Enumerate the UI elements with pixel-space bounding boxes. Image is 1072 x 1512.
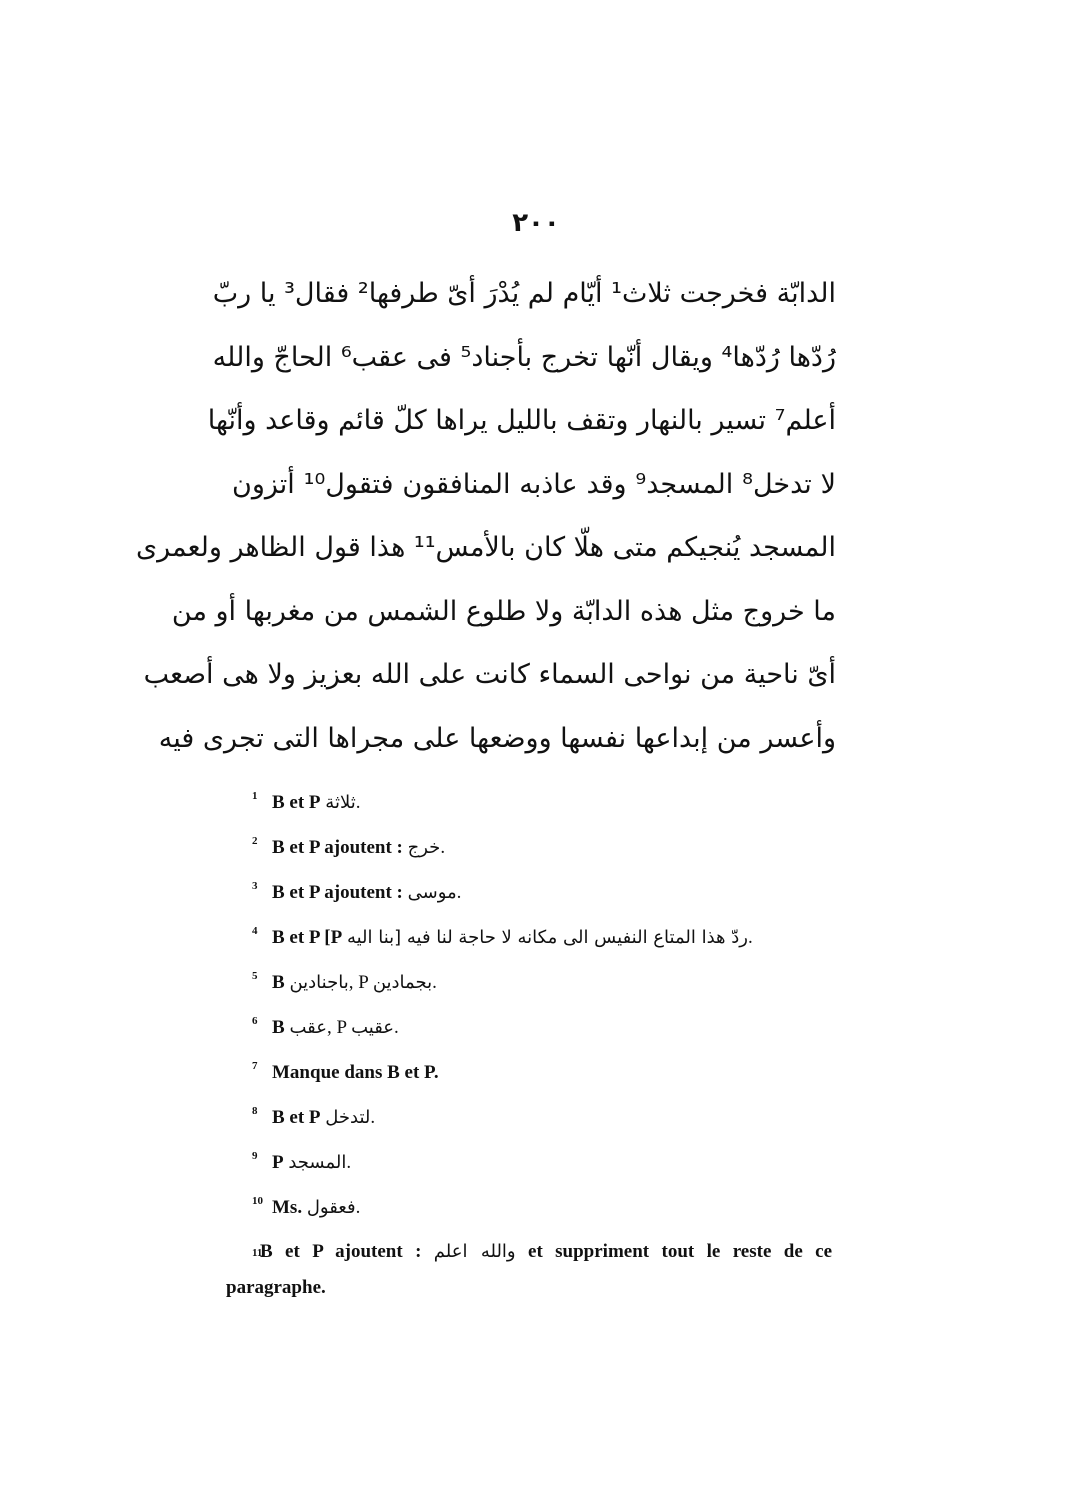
footnote-suffix: , P (348, 972, 369, 993)
footnote-arabic: موسى (407, 882, 457, 903)
footnote-suffix: . (355, 792, 361, 813)
footnote-11 (226, 1234, 832, 1306)
text-line: المسجد يُنجيكم متى هلّا كان بالأمس¹¹ هذا قول الظاهر ولعمرى (136, 532, 836, 563)
footnote (226, 1140, 838, 1185)
footnote-suffix: . (355, 1197, 361, 1218)
footnote-text: B et P (272, 1107, 321, 1128)
footnote-text: Ms. (272, 1197, 303, 1218)
footnote-text: P (272, 1152, 284, 1173)
text-line: أىّ ناحية من نواحى السماء كانت على الله بعزيز ولا هى أصعب (143, 659, 836, 690)
footnote-suffix: . (747, 927, 753, 948)
footnote-suffix: . (456, 882, 462, 903)
footnote-suffix: . (440, 837, 446, 858)
footnote-arabic: والله اعلم (433, 1241, 516, 1262)
footnote-text: B et P ajoutent : (260, 1241, 422, 1262)
footnote-number: 11 (252, 1247, 263, 1259)
footnote-text: B et P ajoutent : (272, 882, 403, 903)
footnote-text: Manque dans B et P. (272, 1062, 439, 1083)
footnote-arabic: لتدخل (325, 1107, 371, 1128)
footnote-number: 6 (252, 1015, 258, 1027)
footnote (226, 1050, 838, 1095)
page-number: ۲۰۰ (512, 208, 560, 238)
footnote-number: 7 (252, 1060, 258, 1072)
text-line: لا تدخل⁸ المسجد⁹ وقد عاذبه المنافقون فتقول¹⁰ أتزون (232, 468, 836, 500)
footnote-text: B et P [P (272, 927, 343, 948)
footnote (226, 1185, 838, 1230)
footnote-arabic: فعقول (306, 1197, 356, 1218)
footnote-text: B et P (272, 792, 321, 813)
footnote-number: 8 (252, 1105, 258, 1117)
footnote-text: B (272, 1017, 285, 1038)
footnote-first-line (226, 1241, 263, 1262)
footnote-number: 1 (252, 790, 258, 802)
footnote-number: 10 (252, 1195, 263, 1207)
footnote-number: 4 (252, 925, 258, 937)
footnote-arabic: عقيب (351, 1017, 395, 1038)
text-line: رُدّها رُدّها⁴ ويقال أنّها تخرج بأجناد⁵ فى عقب⁶ الحاجّ والله (212, 341, 836, 373)
text-line: أعلم⁷ تسير بالنهار وتقف بالليل يراها كلّ قائم وقاعد وأنّها (207, 405, 836, 436)
text-line: الدابّة فخرجت ثلاث¹ أيّام لم يُدْرَ أىّ طرفها² فقال³ يا ربّ (212, 278, 836, 309)
footnote (226, 825, 838, 870)
footnote-arabic: ردّ هذا المتاع النفيس الى مكانه لا حاجة لنا فيه [بنا اليه (346, 927, 748, 948)
footnote-suffix: . (346, 1152, 352, 1173)
footnote-arabic: عقب (289, 1017, 327, 1038)
footnote-text-continued: et suppriment tout le reste de ce paragraphe. (226, 1241, 833, 1298)
footnote-number: 5 (252, 970, 258, 982)
footnote-arabic: خرج (407, 837, 441, 858)
text-line: وأعسر من إبداعها نفسها ووضعها على مجراها التى تجرى فيه (158, 722, 836, 754)
main-text-block (136, 262, 836, 770)
footnote-suffix: . (394, 1017, 399, 1038)
footnote (226, 780, 838, 825)
footnote (226, 960, 838, 1005)
footnote (226, 1005, 838, 1050)
footnote-text: B (272, 972, 285, 993)
footnote-number: 9 (252, 1150, 258, 1162)
footnote-suffix: . (432, 972, 437, 993)
footnote (226, 915, 838, 960)
footnotes (226, 780, 838, 1306)
footnote-arabic: بجمادين (372, 972, 433, 993)
footnote-number: 2 (252, 835, 258, 847)
footnote-arabic: باجنادين (289, 972, 349, 993)
footnote-suffix: . (370, 1107, 376, 1128)
footnote-text: B et P ajoutent : (272, 837, 403, 858)
footnote-number: 3 (252, 880, 258, 892)
footnote-arabic: المسجد (288, 1152, 347, 1173)
footnote-suffix: , P (326, 1017, 347, 1038)
footnote-arabic: ثلاثة (325, 792, 356, 813)
text-line: ما خروج مثل هذه الدابّة ولا طلوع الشمس من مغربها أو من (171, 595, 836, 627)
footnote (226, 1095, 838, 1140)
footnote (226, 870, 838, 915)
